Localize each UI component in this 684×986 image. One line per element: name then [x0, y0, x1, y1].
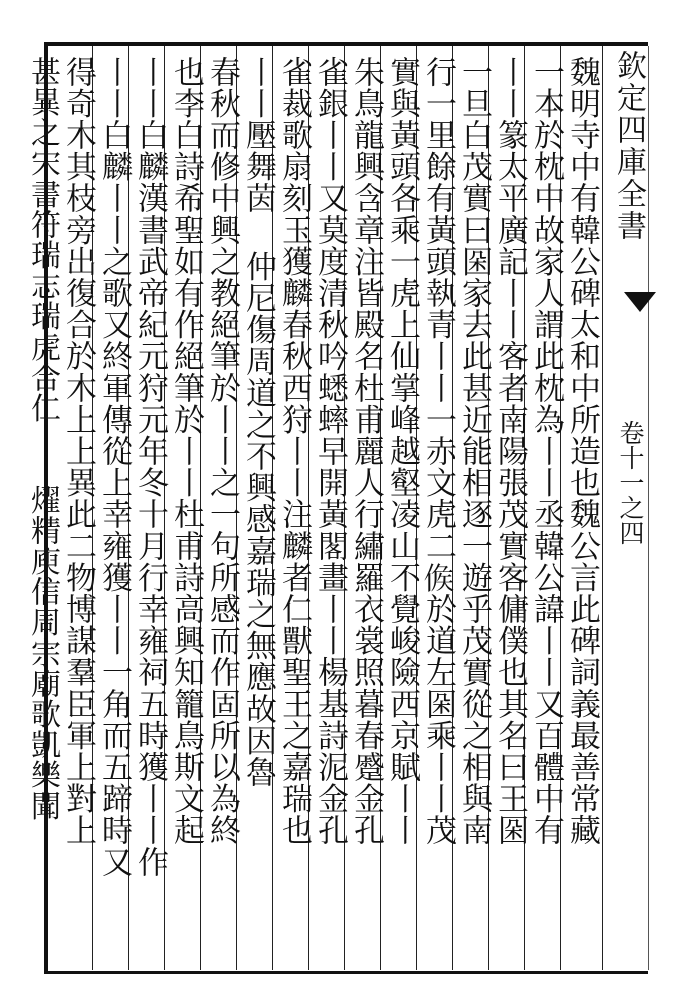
fish-tail-mark — [624, 292, 656, 312]
text-column: 行一里餘有黃頭執青丨丨一赤文虎二𠊱於道左𡇙乘丨丨茂 — [420, 56, 456, 846]
text-column: 朱鳥龍興含章注皆殿名杜甫麗人行繡羅衣裳照暮春蹙金孔 — [348, 56, 384, 846]
text-column: 一旦白茂實曰𡇙家去此甚近能相逐一遊乎茂實從之相與南 — [456, 56, 492, 846]
text-column: 丨丨壓舞茵 仲尼傷周道之不興感嘉瑞之無應故因魯 — [240, 56, 276, 788]
text-column: 丨丨白麟丨丨之歌又終軍傳從上幸雍獲丨丨一角而五蹄時又 — [96, 56, 132, 878]
text-column: 丨丨篆太平廣記丨丨客者南陽張茂實客傭僕也其名曰王𡇙 — [492, 56, 528, 846]
text-column: 實與黃頭各乘一虎上仙掌峰越壑凌山不覺峻險西京賦丨丨 — [384, 56, 420, 846]
text-column: 也李白詩希聖如有作絕筆於丨丨杜甫詩高興知籠鳥斯文起 — [168, 56, 204, 846]
text-column: 魏明寺中有韓公碑太和中所造也魏公言此碑詞義最善常藏 — [564, 56, 600, 846]
text-column: 丨丨白麟漢書武帝紀元狩元年冬十月行幸雍祠五時獲丨丨作 — [132, 56, 168, 878]
column-divider — [602, 46, 603, 970]
text-column: 得奇木其枝旁出復合於木上上異此二物博謀羣臣軍上對上 — [60, 56, 96, 846]
text-column: 春秋而修中興之教絕筆於丨丨之一句所感而作固所以為終 — [204, 56, 240, 846]
book-title: 欽定四庫全書 — [611, 50, 646, 242]
juan-label: 卷十一之四 — [616, 420, 645, 545]
text-column: 雀裁歌扇刻玉獲麟春秋西狩丨丨注麟者仁獸聖王之嘉瑞也 — [276, 56, 312, 846]
text-column: 甚異之宋書符瑞志瑞虎合仁丨丨燿精庾信周宗廟歌凱樂聞 — [25, 56, 60, 821]
text-column: 雀銀丨丨又莫度清秋吟蟋蟀早開黃閣畫丨丨楊基詩泥金孔 — [312, 56, 348, 846]
text-column: 一本於枕中故家人謂此枕為丨丨丞韓公諱丨丨又百體中有 — [528, 56, 564, 846]
